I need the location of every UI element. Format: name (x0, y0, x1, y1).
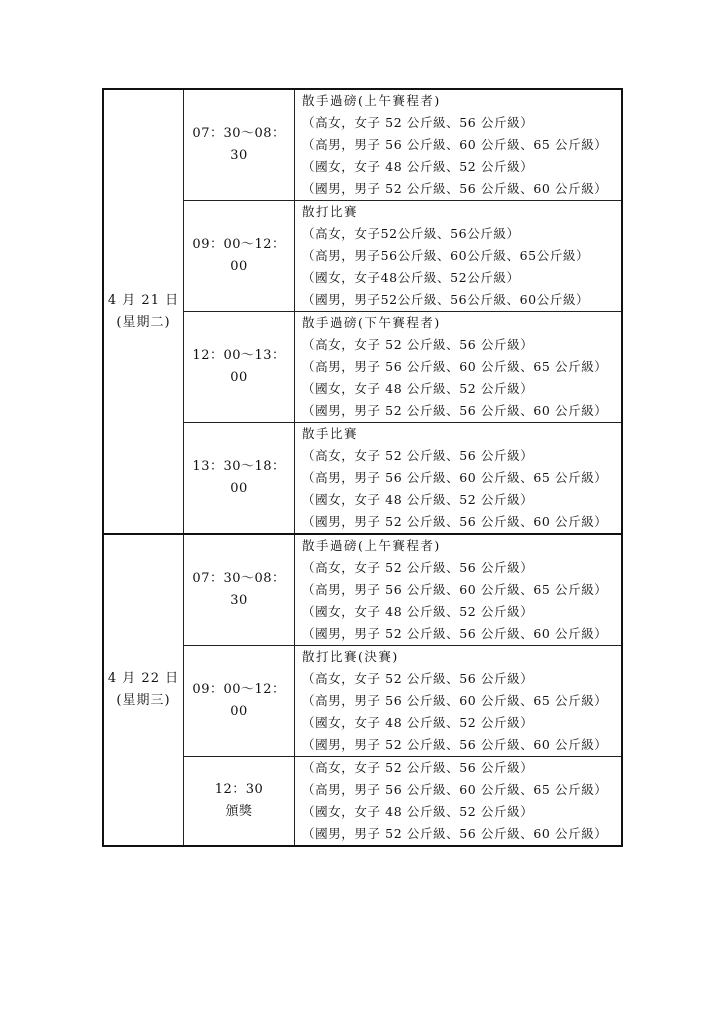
date-cell (103, 89, 184, 534)
division-line: （國男，男子 52 公斤級、56 公斤級、60 公斤級） (302, 181, 608, 196)
time-label: 13：30～18：00 (192, 459, 286, 496)
division-line: （高女，女子 52 公斤級、56 公斤級） (302, 448, 534, 463)
detail-cell (295, 423, 623, 535)
division-line: （國女，女子 48 公斤級、52 公斤級） (302, 159, 534, 174)
division-line: （高男，男子 56 公斤級、60 公斤級、65 公斤級） (302, 582, 608, 597)
division-line: （高女，女子 52 公斤級、56 公斤級） (302, 337, 534, 352)
event-title: 散打比賽(決賽) (302, 649, 399, 664)
division-line: （高男，男子 56 公斤級、60 公斤級、65 公斤級） (302, 693, 608, 708)
division-line: （國男，男子52公斤級、56公斤級、60公斤級） (302, 292, 590, 307)
time-label: 07：30～08：30 (192, 126, 286, 163)
time-cell (184, 312, 295, 423)
division-line: （高女，女子 52 公斤級、56 公斤級） (302, 760, 534, 775)
date-label: 4 月 22 日 (107, 671, 180, 686)
detail-cell (295, 201, 623, 312)
schedule-row (103, 89, 622, 201)
division-line: （高女，女子52公斤級、56公斤級） (302, 226, 520, 241)
weekday-label: (星期三) (116, 693, 171, 708)
detail-cell (295, 757, 623, 847)
division-line: （高女，女子 52 公斤級、56 公斤級） (302, 115, 534, 130)
time-label: 12：30 (214, 782, 264, 797)
division-line: （國女，女子48公斤級、52公斤級） (302, 270, 520, 285)
time-cell (184, 757, 295, 847)
time-cell (184, 201, 295, 312)
time-label: 07：30～08：30 (192, 571, 286, 608)
time-label: 12：00～13：00 (192, 348, 286, 385)
division-line: （高男，男子 56 公斤級、60 公斤級、65 公斤級） (302, 470, 608, 485)
date-cell (103, 534, 184, 846)
event-title: 散手過磅(下午賽程者) (302, 315, 441, 330)
event-title: 散打比賽 (302, 204, 359, 219)
division-line: （高男，男子 56 公斤級、60 公斤級、65 公斤級） (302, 137, 608, 152)
division-line: （高女，女子 52 公斤級、56 公斤級） (302, 671, 534, 686)
division-line: （國女，女子 48 公斤級、52 公斤級） (302, 381, 534, 396)
division-line: （國男，男子 52 公斤級、56 公斤級、60 公斤級） (302, 403, 608, 418)
division-line: （高男，男子 56 公斤級、60 公斤級、65 公斤級） (302, 359, 608, 374)
division-line: （高男，男子 56 公斤級、60 公斤級、65 公斤級） (302, 782, 608, 797)
division-line: （高男，男子56公斤級、60公斤級、65公斤級） (302, 248, 590, 263)
division-line: （高女，女子 52 公斤級、56 公斤級） (302, 560, 534, 575)
detail-cell (295, 534, 623, 646)
detail-cell (295, 89, 623, 201)
detail-cell (295, 312, 623, 423)
detail-cell (295, 646, 623, 757)
time-cell (184, 534, 295, 646)
date-label: 4 月 21 日 (107, 292, 180, 308)
time-label: 09：00～12：00 (192, 682, 286, 719)
time-cell (184, 646, 295, 757)
division-line: （國女，女子 48 公斤級、52 公斤級） (302, 492, 534, 507)
time-note: 頒獎 (225, 804, 253, 819)
time-label: 09：00～12：00 (192, 237, 286, 274)
event-title: 散手過磅(上午賽程者) (302, 538, 441, 553)
division-line: （國男，男子 52 公斤級、56 公斤級、60 公斤級） (302, 626, 608, 641)
division-line: （國男，男子 52 公斤級、56 公斤級、60 公斤級） (302, 737, 608, 752)
time-cell (184, 423, 295, 535)
division-line: （國女，女子 48 公斤級、52 公斤級） (302, 804, 534, 819)
schedule-row (103, 534, 622, 646)
division-line: （國男，男子 52 公斤級、56 公斤級、60 公斤級） (302, 826, 608, 841)
division-line: （國女，女子 48 公斤級、52 公斤級） (302, 604, 534, 619)
event-title: 散手比賽 (302, 426, 359, 441)
schedule-table (102, 88, 623, 847)
division-line: （國女，女子 48 公斤級、52 公斤級） (302, 715, 534, 730)
time-cell (184, 89, 295, 201)
schedule-body (103, 89, 622, 846)
division-line: （國男，男子 52 公斤級、56 公斤級、60 公斤級） (302, 514, 608, 529)
event-title: 散手過磅(上午賽程者) (302, 93, 441, 108)
weekday-label: (星期二) (116, 314, 171, 330)
